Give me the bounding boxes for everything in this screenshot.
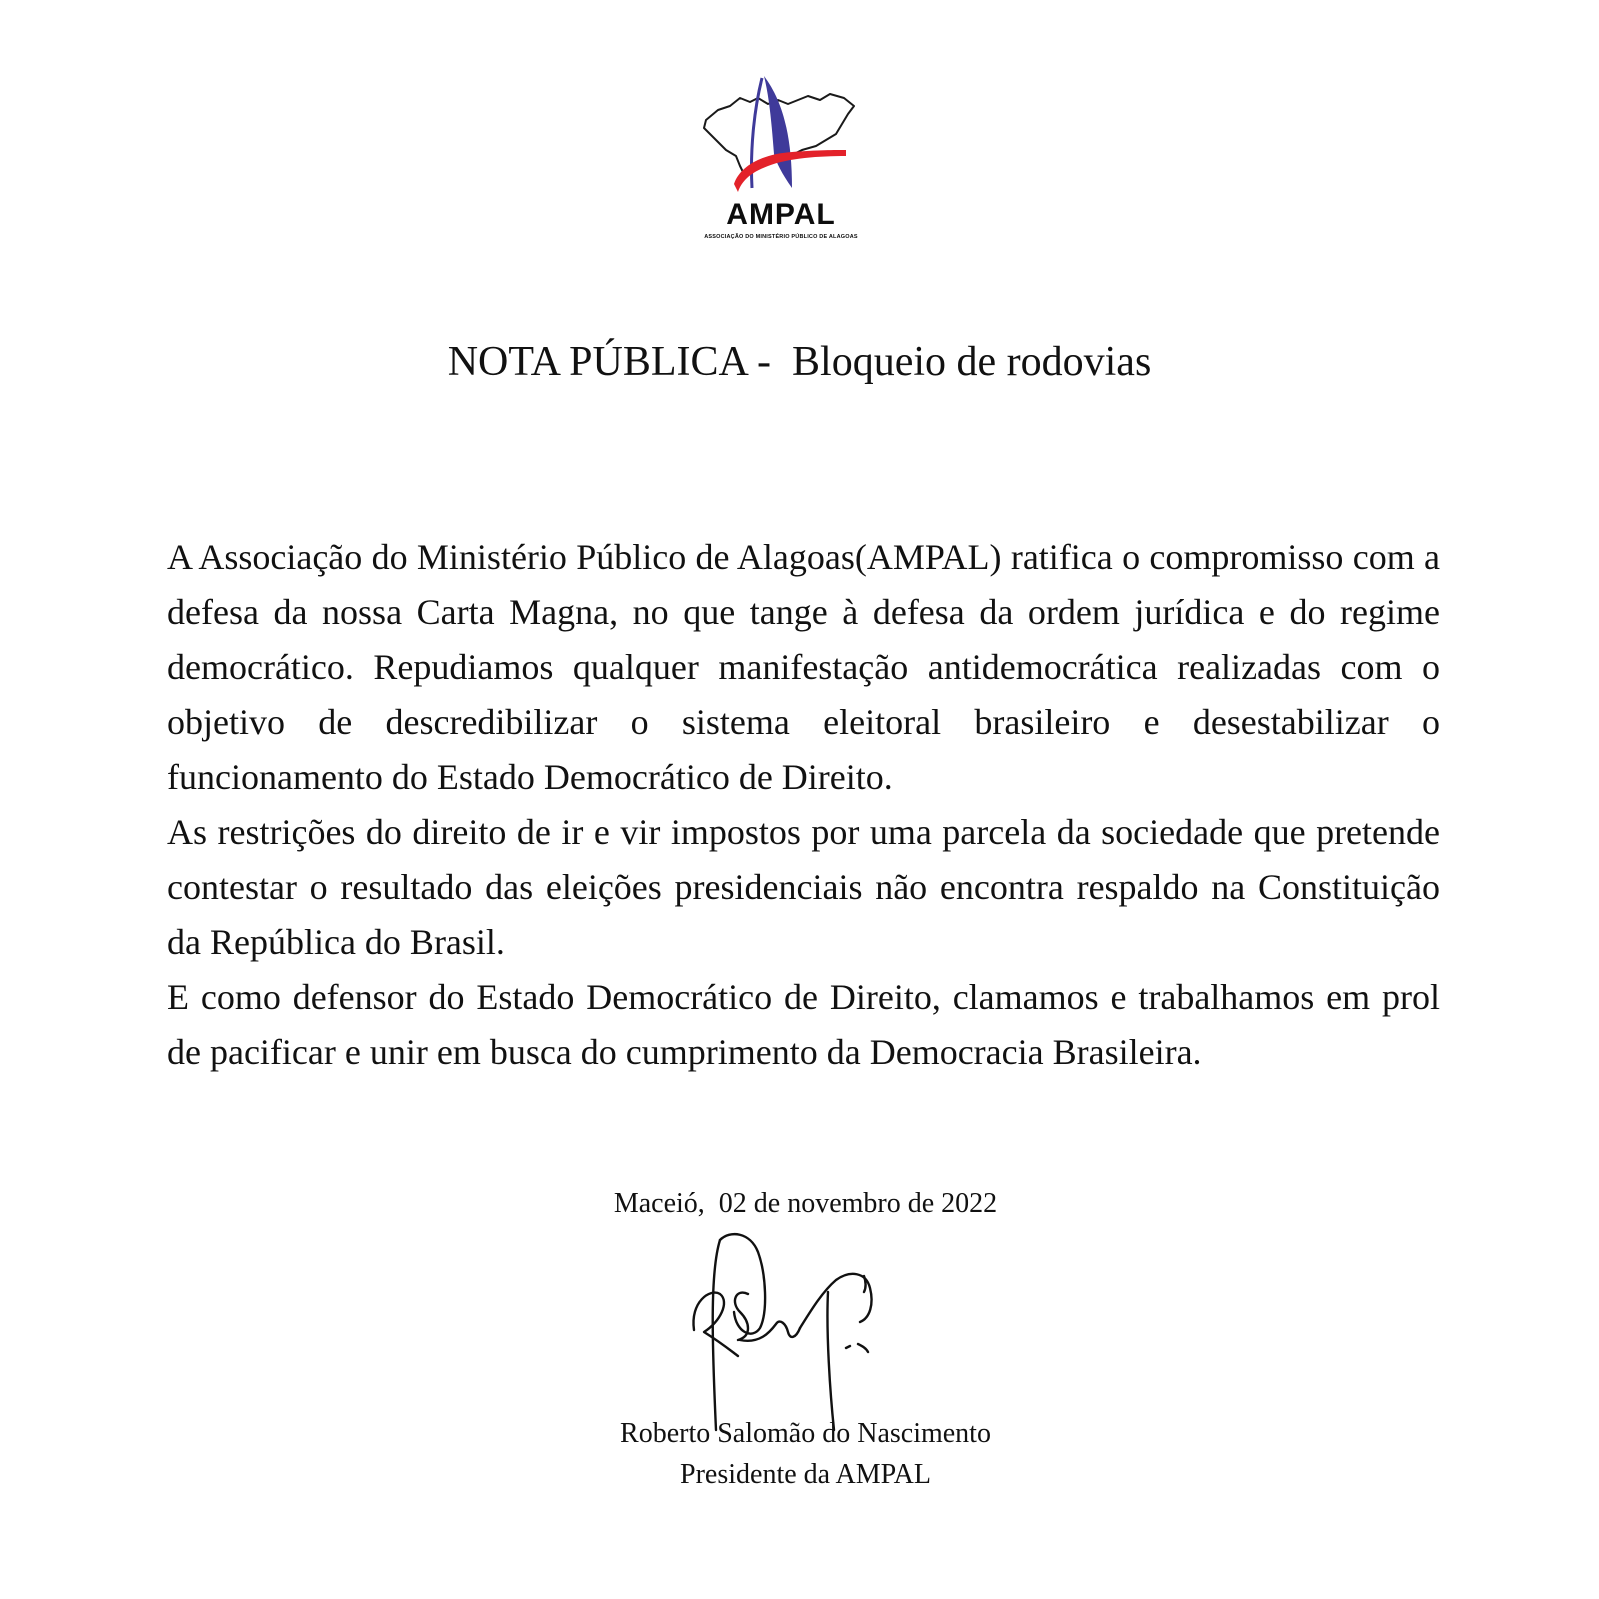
place-date: Maceió, 02 de novembro de 2022	[613, 1188, 998, 1219]
paragraph: As restrições do direito de ir e vir impostos por uma parcela da sociedade que pretende contestar o resultado das eleições presidenciais não encontra respaldo na Constituição da República do Brasil.	[167, 812, 1440, 962]
paragraph: E como defensor do Estado Democrático de Direito, clamamos e trabalhamos em prol de pacificar e unir em busca do cumprimento da Democracia Brasileira.	[167, 977, 1440, 1072]
signer-name: Roberto Salomão do Nascimento	[620, 1418, 991, 1449]
ampal-logo	[696, 70, 886, 248]
handwritten-signature	[690, 1232, 920, 1432]
logo-subtitle: ASSOCIAÇÃO DO MINISTÉRIO PÚBLICO DE ALAGOAS	[704, 234, 858, 240]
logo-name: AMPAL	[726, 198, 836, 231]
signer-role: Presidente da AMPAL	[680, 1459, 931, 1490]
document-title: NOTA PÚBLICA - Bloqueio de rodovias	[447, 339, 1152, 385]
paragraph: A Associação do Ministério Público de Alagoas(AMPAL) ratifica o compromisso com a defesa da nossa Carta Magna, no que tange à defesa da ordem jurídica e do regime democrático. Repudiamos qualquer manifestação antidemocrática realizadas com o objetivo de descredibilizar o sistema eleitoral brasileiro e desestabilizar o funcionamento do Estado Democrático de Direito.	[167, 537, 1440, 797]
alagoas-map-sail-icon	[696, 70, 866, 200]
document-body	[167, 530, 1440, 1080]
